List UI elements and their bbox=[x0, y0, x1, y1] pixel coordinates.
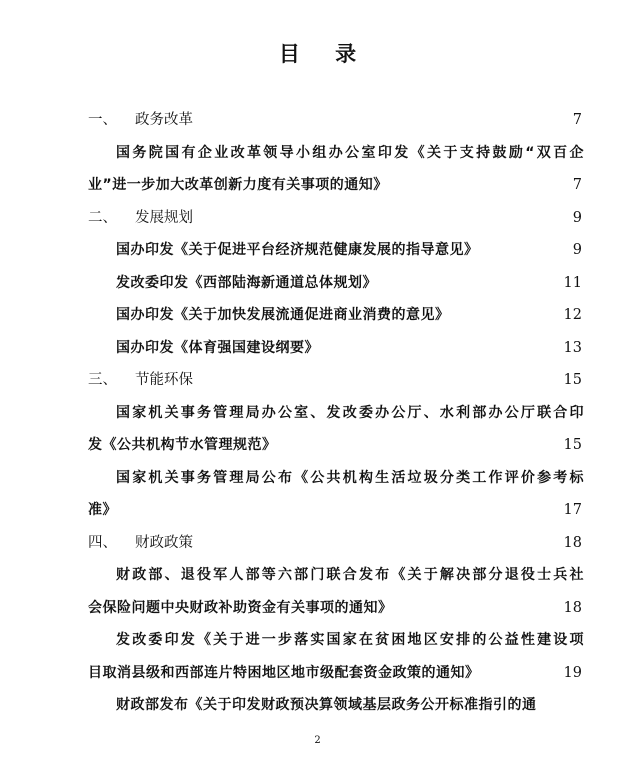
toc-page-number: 7 bbox=[572, 177, 582, 193]
toc-entry-continuation[interactable] bbox=[88, 169, 584, 202]
toc-section-label: 财政政策 bbox=[135, 534, 193, 551]
toc-entry-text: 国办印发《体育强国建设纲要》 bbox=[116, 339, 319, 356]
toc-entry-row[interactable] bbox=[88, 462, 584, 495]
toc-entry-text: 国办印发《关于加快发展流通促进商业消费的意见》 bbox=[116, 307, 450, 323]
toc-entry-continuation[interactable] bbox=[88, 429, 584, 462]
toc-entry-row[interactable] bbox=[88, 689, 584, 722]
toc-section-number: 二、 bbox=[88, 209, 117, 226]
toc-section-label: 发展规划 bbox=[135, 209, 193, 226]
toc-entry-text: 国家机关事务管理局办公室、发改委办公厅、水利部办公厅联合印 bbox=[116, 404, 584, 421]
toc-entry-text: 业”进一步加大改革创新力度有关事项的通知》 bbox=[88, 177, 388, 193]
toc-page-number: 13 bbox=[563, 339, 582, 356]
toc-entry-continuation[interactable] bbox=[88, 494, 584, 527]
toc-page-number: 11 bbox=[563, 274, 582, 291]
toc-page-number: 12 bbox=[563, 307, 582, 323]
toc-section-number: 三、 bbox=[88, 372, 117, 388]
toc-section-label: 节能环保 bbox=[135, 372, 193, 388]
toc-entry-row[interactable] bbox=[88, 234, 584, 267]
toc-entry-text: 发《公共机构节水管理规范》 bbox=[88, 437, 277, 453]
toc-page-number: 17 bbox=[563, 502, 582, 518]
toc-entry-text: 发改委印发《关于进一步落实国家在贫困地区安排的公益性建设项 bbox=[116, 632, 584, 648]
toc-section-label: 政务改革 bbox=[135, 112, 193, 128]
toc-entry-row[interactable] bbox=[88, 332, 584, 365]
toc-entry-continuation[interactable] bbox=[88, 592, 584, 625]
toc-entry-text: 财政部发布《关于印发财政预决算领域基层政务公开标准指引的通 bbox=[116, 697, 537, 713]
toc-entry-continuation[interactable] bbox=[88, 657, 584, 690]
toc-section-row[interactable] bbox=[88, 202, 584, 235]
toc-entry-row[interactable] bbox=[88, 137, 584, 170]
page-title: 目 录 bbox=[278, 42, 371, 66]
toc-page-number: 15 bbox=[563, 437, 582, 453]
toc-page-number: 9 bbox=[572, 242, 582, 258]
toc-entry-text: 发改委印发《西部陆海新通道总体规划》 bbox=[116, 274, 377, 291]
toc-entry-text: 会保险问题中央财政补助资金有关事项的通知》 bbox=[88, 599, 393, 616]
toc-entry-row[interactable] bbox=[88, 397, 584, 430]
toc-entry-row[interactable] bbox=[88, 559, 584, 592]
toc-entry-text: 准》 bbox=[88, 502, 117, 518]
toc-section-number: 四、 bbox=[88, 534, 117, 551]
toc-entry-text: 国家机关事务管理局公布《公共机构生活垃圾分类工作评价参考标 bbox=[116, 469, 584, 486]
toc-page-number: 7 bbox=[572, 112, 582, 128]
toc-entry-text: 国办印发《关于促进平台经济规范健康发展的指导意见》 bbox=[116, 242, 479, 258]
toc-entry-row[interactable] bbox=[88, 624, 584, 657]
toc-section-row[interactable] bbox=[88, 104, 584, 137]
toc-entry-row[interactable] bbox=[88, 267, 584, 300]
toc-entry-text: 目取消县级和西部连片特困地区地市级配套资金政策的通知》 bbox=[88, 664, 480, 681]
toc-page-number: 19 bbox=[563, 664, 582, 681]
toc-section-number: 一、 bbox=[88, 112, 117, 128]
toc-section-row[interactable] bbox=[88, 364, 584, 397]
table-of-contents bbox=[88, 104, 584, 722]
page-number: 2 bbox=[314, 735, 321, 746]
toc-entry-row[interactable] bbox=[88, 299, 584, 332]
toc-page-number: 18 bbox=[563, 534, 582, 551]
toc-page-number: 9 bbox=[572, 209, 582, 226]
toc-section-row[interactable] bbox=[88, 527, 584, 560]
toc-page-number: 15 bbox=[563, 372, 582, 388]
toc-entry-text: 国务院国有企业改革领导小组办公室印发《关于支持鼓励“双百企 bbox=[116, 144, 584, 161]
toc-entry-text: 财政部、退役军人部等六部门联合发布《关于解决部分退役士兵社 bbox=[116, 567, 584, 583]
toc-page-number: 18 bbox=[563, 599, 582, 616]
